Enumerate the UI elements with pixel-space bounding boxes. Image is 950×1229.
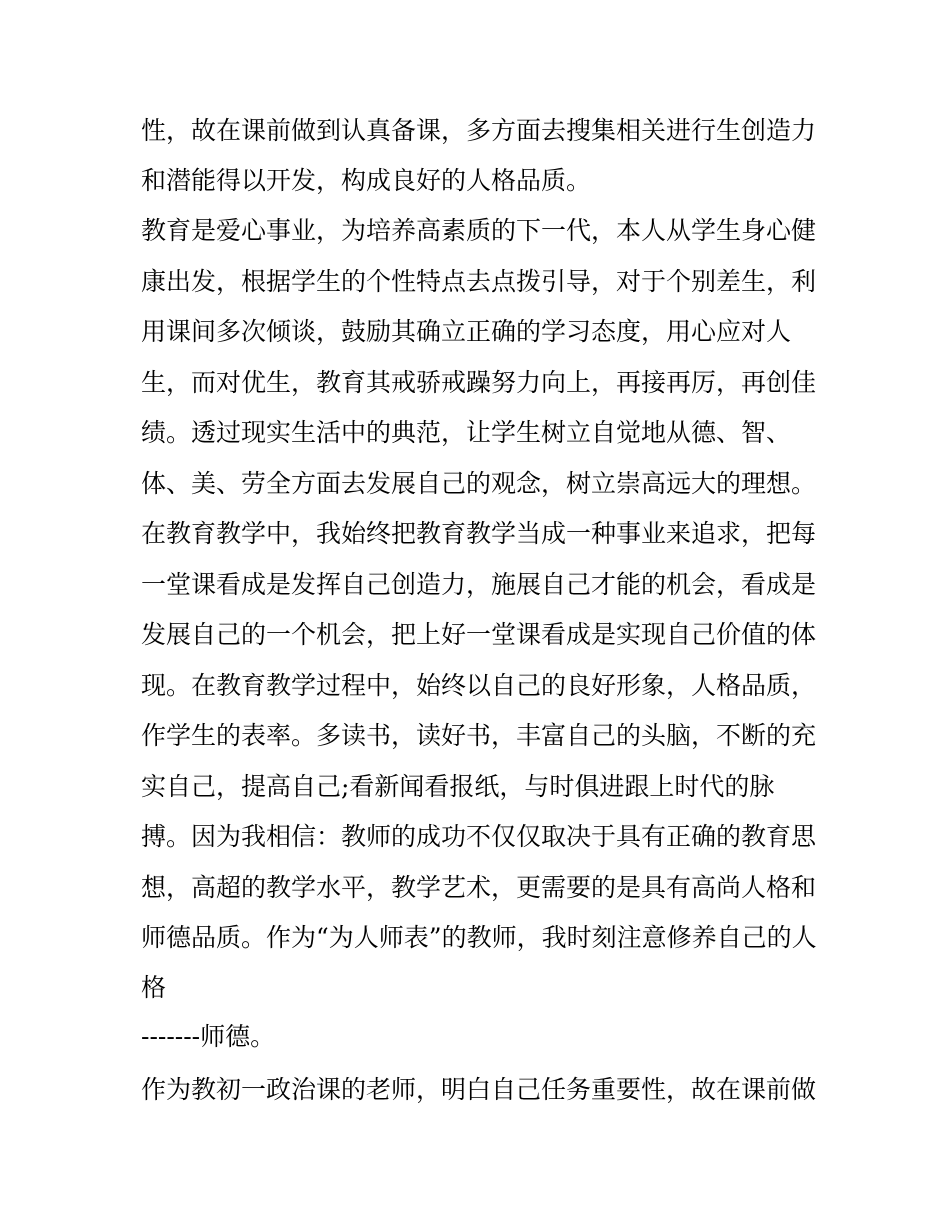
text-line: 体、美、劳全方面去发展自己的观念，树立崇高远大的理想。 (141, 469, 817, 498)
text-line: 实自己，提高自己;看新闻看报纸，与时俱进跟上时代的脉 (141, 772, 775, 801)
text-line: 搏。因为我相信：教师的成功不仅仅取决于具有正确的教育思 (141, 822, 817, 851)
text-line: 在教育教学中，我始终把教育教学当成一种事业来追求，把每 (141, 519, 817, 548)
text-line: 师德品质。作为“为人师表”的教师，我时刻注意修养自己的人 (141, 923, 817, 952)
text-line: -------师德。 (141, 1022, 276, 1051)
text-line: 生，而对优生，教育其戒骄戒躁努力向上，再接再厉，再创佳 (141, 368, 817, 397)
text-line: 作学生的表率。多读书，读好书，丰富自己的头脑，不断的充 (141, 721, 817, 750)
text-line: 作为教初一政治课的老师，明白自己任务重要性，故在课前做 (141, 1075, 817, 1104)
text-line: 想，高超的教学水平，教学艺术，更需要的是具有高尚人格和 (141, 873, 817, 902)
text-line: 发展自己的一个机会，把上好一堂课看成是实现自己价值的体 (141, 620, 817, 649)
text-line: 现。在教育教学过程中，始终以自己的良好形象，人格品质， (141, 671, 817, 700)
text-line: 性，故在课前做到认真备课，多方面去搜集相关进行生创造力 (141, 116, 817, 145)
text-line: 绩。透过现实生活中的典范，让学生树立自觉地从德、智、 (141, 418, 792, 447)
text-line: 格 (141, 973, 167, 1002)
text-line: 教育是爱心事业，为培养高素质的下一代，本人从学生身心健 (141, 216, 817, 245)
text-line: 用课间多次倾谈，鼓励其确立正确的学习态度，用心应对人 (141, 317, 792, 346)
text-line: 一堂课看成是发挥自己创造力，施展自己才能的机会，看成是 (141, 570, 817, 599)
text-line: 和潜能得以开发，构成良好的人格品质。 (141, 166, 592, 195)
text-line: 康出发，根据学生的个性特点去点拨引导，对于个别差生，利 (141, 267, 817, 296)
